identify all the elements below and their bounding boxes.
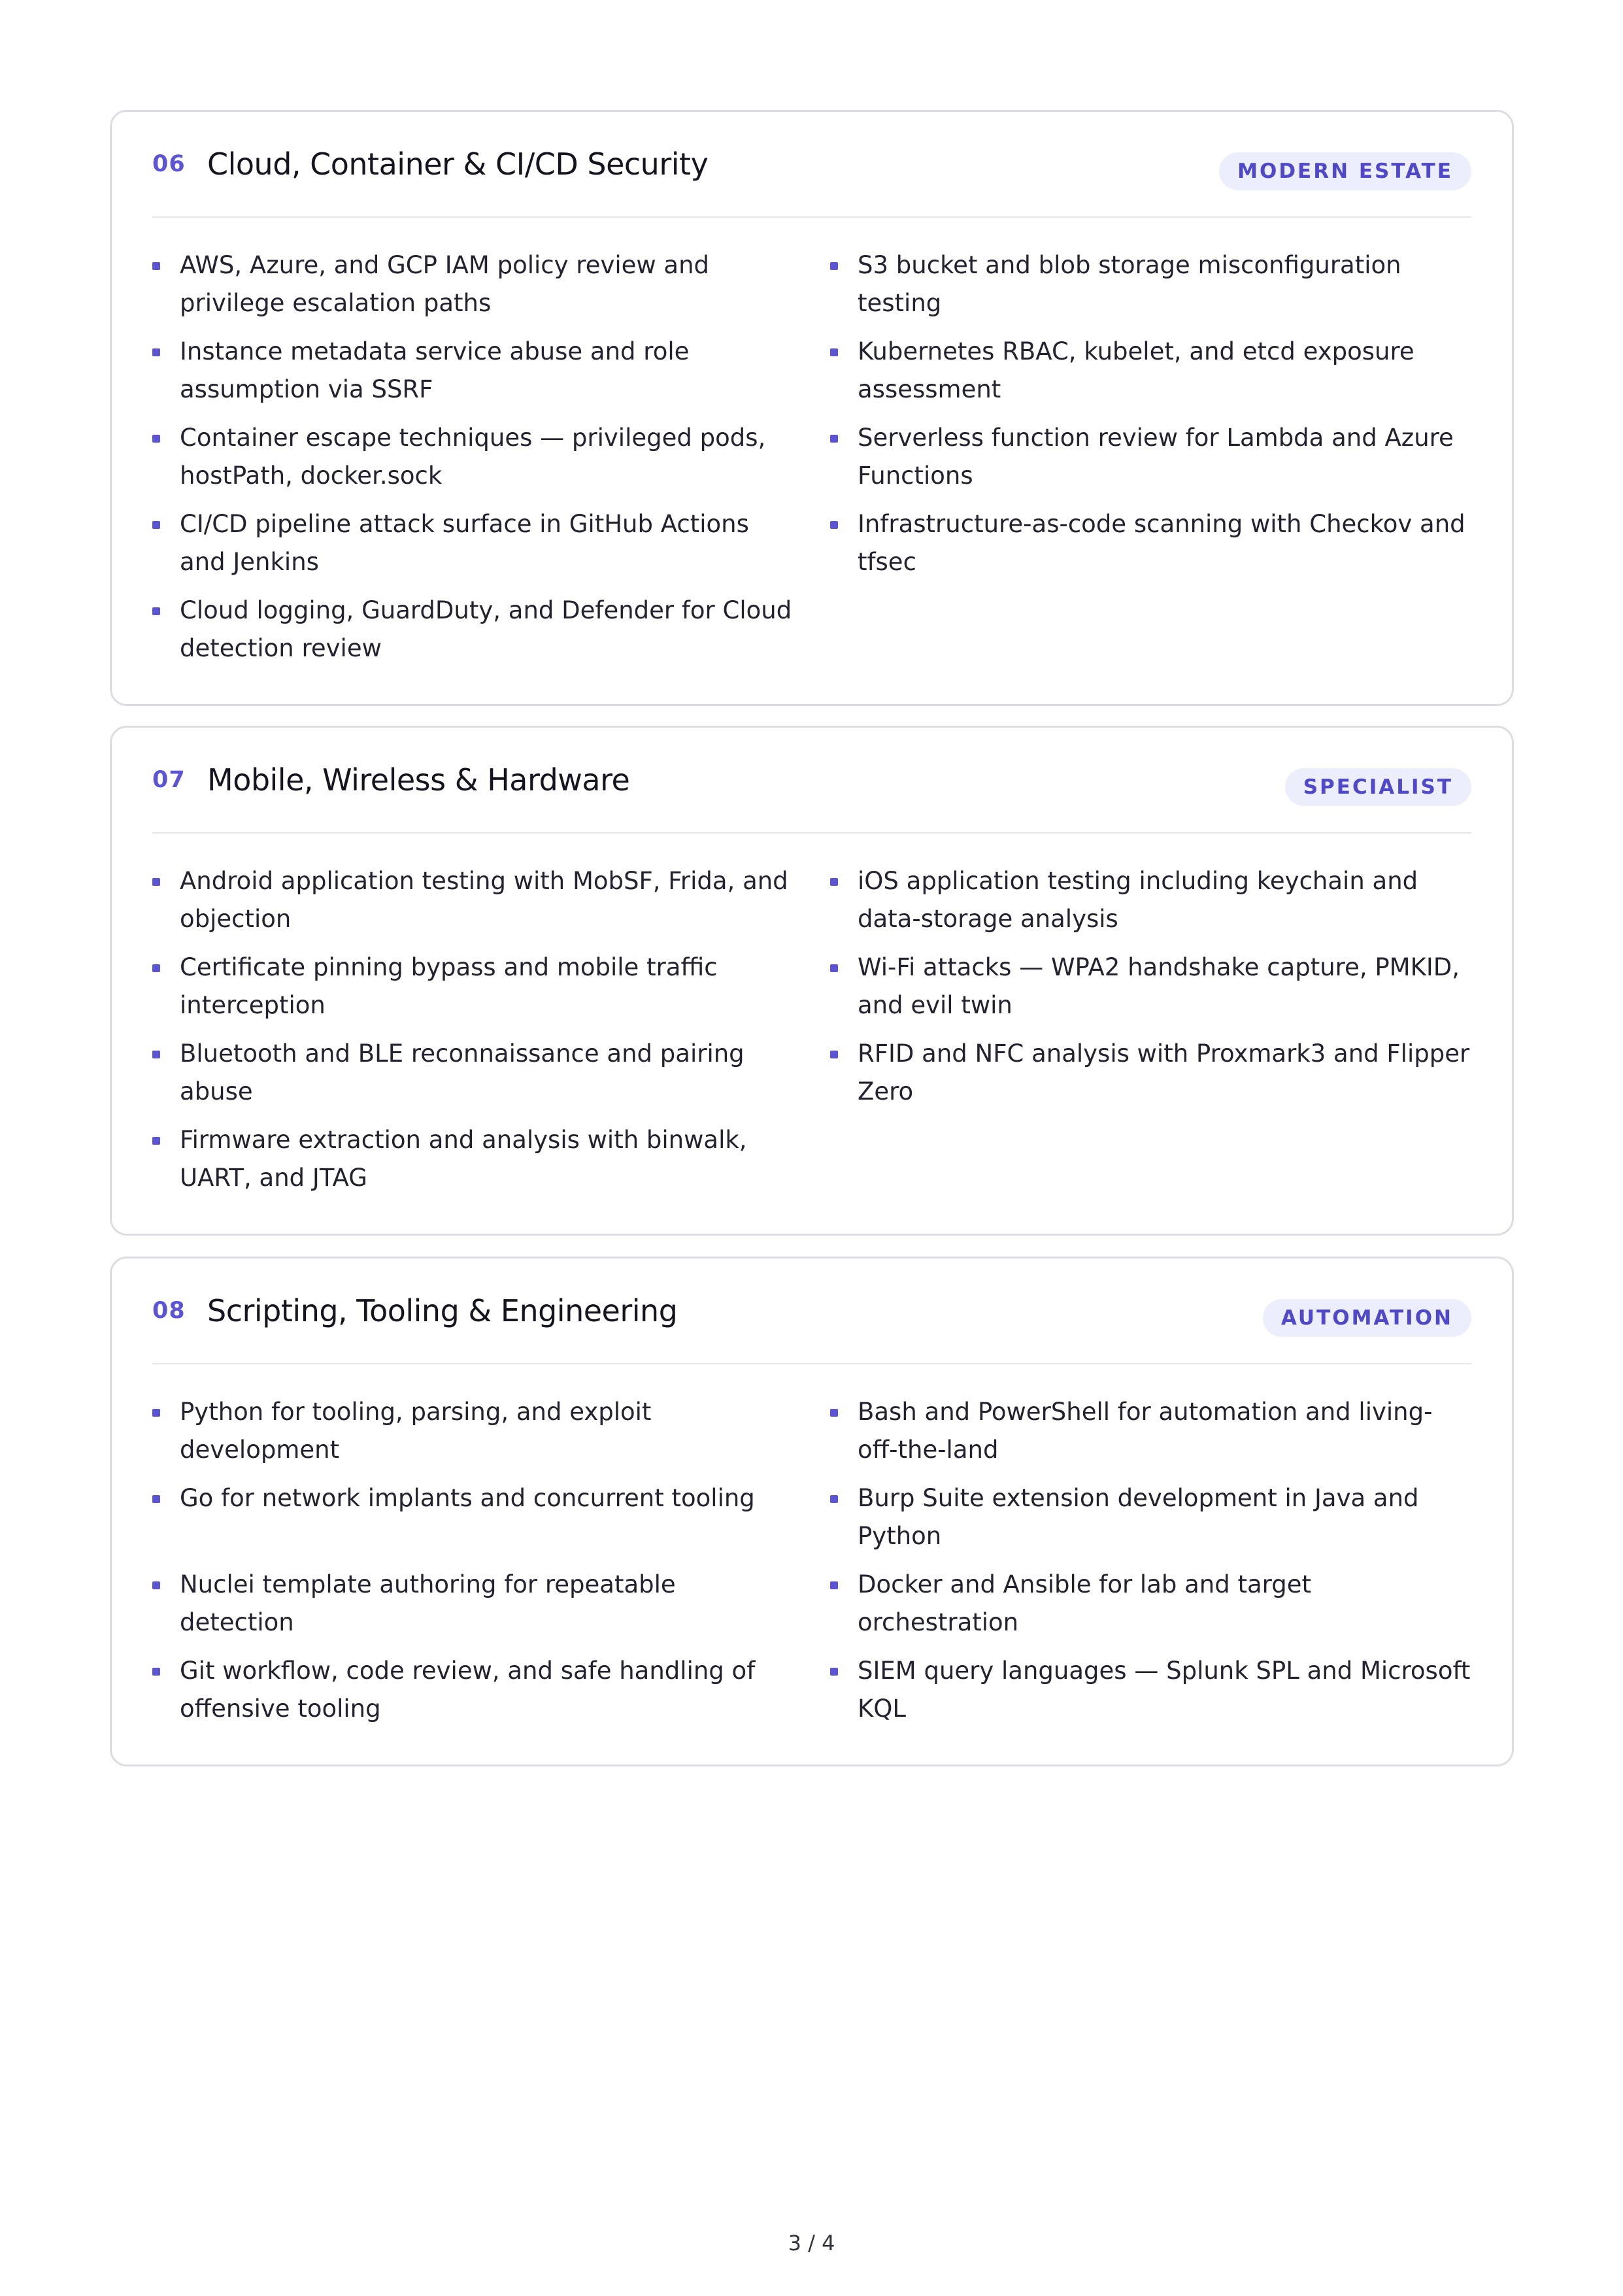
list-item	[830, 949, 1471, 1024]
list-item	[830, 505, 1471, 581]
square-bullet-icon	[152, 607, 160, 615]
list-item	[152, 862, 794, 938]
list-item	[152, 1035, 794, 1111]
list-item-text: Git workflow, code review, and safe handling of offensive tooling	[180, 1657, 756, 1723]
list-item-text: Bluetooth and BLE reconnaissance and pairing abuse	[180, 1039, 745, 1106]
square-bullet-icon	[830, 1581, 838, 1589]
square-bullet-icon	[152, 878, 160, 886]
square-bullet-icon	[152, 1409, 160, 1417]
list-item-text: Cloud logging, GuardDuty, and Defender for Cloud detection review	[180, 596, 792, 662]
list-item	[152, 1652, 794, 1728]
section-item-list	[152, 834, 1471, 1234]
square-bullet-icon	[152, 262, 160, 270]
list-item	[152, 1479, 794, 1555]
section-header	[152, 728, 1471, 834]
list-item	[830, 419, 1471, 495]
section-title: Scripting, Tooling & Engineering	[207, 1293, 678, 1328]
square-bullet-icon	[830, 1051, 838, 1058]
square-bullet-icon	[830, 435, 838, 443]
list-item	[152, 1393, 794, 1469]
list-item	[830, 1566, 1471, 1642]
list-item	[152, 1566, 794, 1642]
section-item-list	[152, 218, 1471, 704]
list-item	[830, 862, 1471, 938]
section-card-07	[110, 726, 1514, 1236]
list-item	[152, 419, 794, 495]
list-item-text: iOS application testing including keychain and data-storage analysis	[858, 867, 1418, 933]
section-card-08	[110, 1257, 1514, 1766]
square-bullet-icon	[152, 1137, 160, 1145]
section-title: Mobile, Wireless & Hardware	[207, 762, 630, 798]
square-bullet-icon	[830, 1409, 838, 1417]
section-header	[152, 112, 1471, 218]
list-item-text: Instance metadata service abuse and role assumption via SSRF	[180, 337, 690, 403]
list-item-text: Android application testing with MobSF, Frida, and objection	[180, 867, 788, 933]
list-item	[152, 1121, 794, 1197]
square-bullet-icon	[830, 521, 838, 529]
list-item	[830, 1393, 1471, 1469]
section-number: 06	[152, 151, 186, 177]
list-item-text: Container escape techniques — privileged pods, hostPath, docker.sock	[180, 424, 766, 490]
square-bullet-icon	[152, 964, 160, 972]
list-item-text: S3 bucket and blob storage misconfiguration testing	[858, 251, 1401, 317]
section-badge: SPECIALIST	[1285, 768, 1471, 806]
section-title: Cloud, Container & CI/CD Security	[207, 146, 709, 182]
square-bullet-icon	[830, 878, 838, 886]
list-item-text: Bash and PowerShell for automation and living-off-the-land	[858, 1398, 1433, 1464]
list-item-text: Burp Suite extension development in Java and Python	[858, 1484, 1419, 1550]
list-item-text: Python for tooling, parsing, and exploit development	[180, 1398, 652, 1464]
square-bullet-icon	[152, 435, 160, 443]
list-item	[152, 246, 794, 322]
list-item-text: CI/CD pipeline attack surface in GitHub Actions and Jenkins	[180, 510, 749, 576]
square-bullet-icon	[830, 964, 838, 972]
square-bullet-icon	[830, 348, 838, 356]
page-number: 3 / 4	[788, 2231, 835, 2255]
list-item	[830, 1035, 1471, 1111]
section-number: 07	[152, 767, 186, 793]
section-header	[152, 1258, 1471, 1364]
list-item-text: Nuclei template authoring for repeatable detection	[180, 1570, 676, 1636]
list-item-text: SIEM query languages — Splunk SPL and Microsoft KQL	[858, 1657, 1471, 1723]
list-item	[830, 1652, 1471, 1728]
square-bullet-icon	[830, 1495, 838, 1503]
square-bullet-icon	[152, 1581, 160, 1589]
list-item-text: Docker and Ansible for lab and target orchestration	[858, 1570, 1312, 1636]
square-bullet-icon	[152, 1051, 160, 1058]
list-item-text: Go for network implants and concurrent tooling	[180, 1484, 755, 1512]
list-item-text: Certificate pinning bypass and mobile traffic interception	[180, 953, 718, 1019]
list-item-text: AWS, Azure, and GCP IAM policy review and privilege escalation paths	[180, 251, 710, 317]
list-item-text: Infrastructure-as-code scanning with Checkov and tfsec	[858, 510, 1465, 576]
square-bullet-icon	[152, 348, 160, 356]
list-item-text: Kubernetes RBAC, kubelet, and etcd exposure assessment	[858, 337, 1414, 403]
square-bullet-icon	[830, 262, 838, 270]
square-bullet-icon	[830, 1668, 838, 1676]
list-item	[830, 1479, 1471, 1555]
list-item	[152, 333, 794, 409]
list-item	[152, 949, 794, 1024]
square-bullet-icon	[152, 1668, 160, 1676]
square-bullet-icon	[152, 521, 160, 529]
list-item-text: RFID and NFC analysis with Proxmark3 and Flipper Zero	[858, 1039, 1470, 1106]
square-bullet-icon	[152, 1495, 160, 1503]
section-badge: MODERN ESTATE	[1219, 152, 1471, 190]
list-item	[152, 505, 794, 581]
section-badge: AUTOMATION	[1263, 1299, 1471, 1337]
section-item-list	[152, 1364, 1471, 1764]
section-card-06	[110, 110, 1514, 706]
list-item	[152, 592, 794, 667]
section-number: 08	[152, 1298, 186, 1324]
list-item-text: Serverless function review for Lambda and Azure Functions	[858, 424, 1454, 490]
list-item-text: Wi-Fi attacks — WPA2 handshake capture, PMKID, and evil twin	[858, 953, 1460, 1019]
list-item	[830, 333, 1471, 409]
list-item-text: Firmware extraction and analysis with binwalk, UART, and JTAG	[180, 1126, 747, 1192]
list-item	[830, 246, 1471, 322]
